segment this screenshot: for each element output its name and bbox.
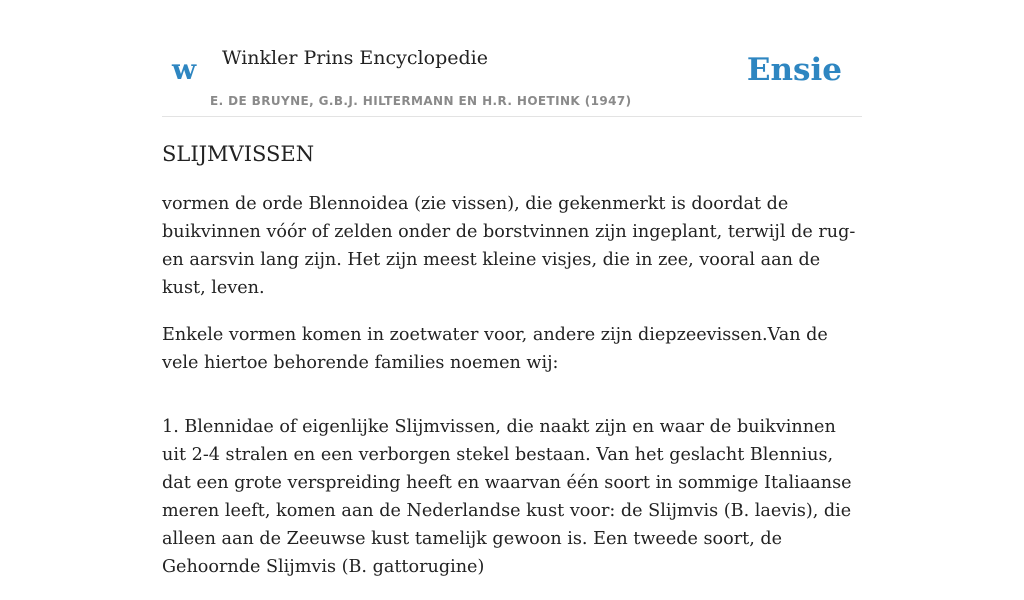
encyclopedia-title-link[interactable]: Winkler Prins Encyclopedie [222,47,488,69]
site-header [162,0,862,117]
article-title: SLIJMVISSEN [162,142,315,166]
article-paragraph-3: 1. Blennidae of eigenlijke Slijmvissen, die naakt zijn en waar de buikvinnen uit 2-4 stralen en een verborgen stekel bestaan. Van het geslacht Blennius, dat een grote verspreiding heeft en waarvan één soort in sommige Italiaanse meren leeft, komen aan de Nederlandse kust voor: de Slijmvis (B. laevis), die alleen aan de Zeeuwse kust tamelijk gewoon is. Een tweede soort, de Gehoornde Slijmvis (B. gattorugine) [162,417,852,577]
ensie-brand-logo[interactable]: Ensie [746,52,842,88]
article-paragraph-2: Enkele vormen komen in zoetwater voor, andere zijn diepzeevissen.Van de vele hiertoe behorende families noemen wij: [162,325,828,373]
encyclopedia-logo-icon[interactable]: w [172,53,197,86]
article-paragraph-1: vormen de orde Blennoidea (zie vissen), die gekenmerkt is doordat de buikvinnen vóór of zelden onder de borstvinnen zijn ingeplant, terwijl de rug- en aarsvin lang zijn. Het zijn meest kleine visjes, die in zee, vooral aan de kust, leven. [162,194,856,298]
article-body [162,138,862,600]
authors-line: E. DE BRUYNE, G.B.J. HILTERMANN EN H.R. HOETINK (1947) [210,94,632,108]
